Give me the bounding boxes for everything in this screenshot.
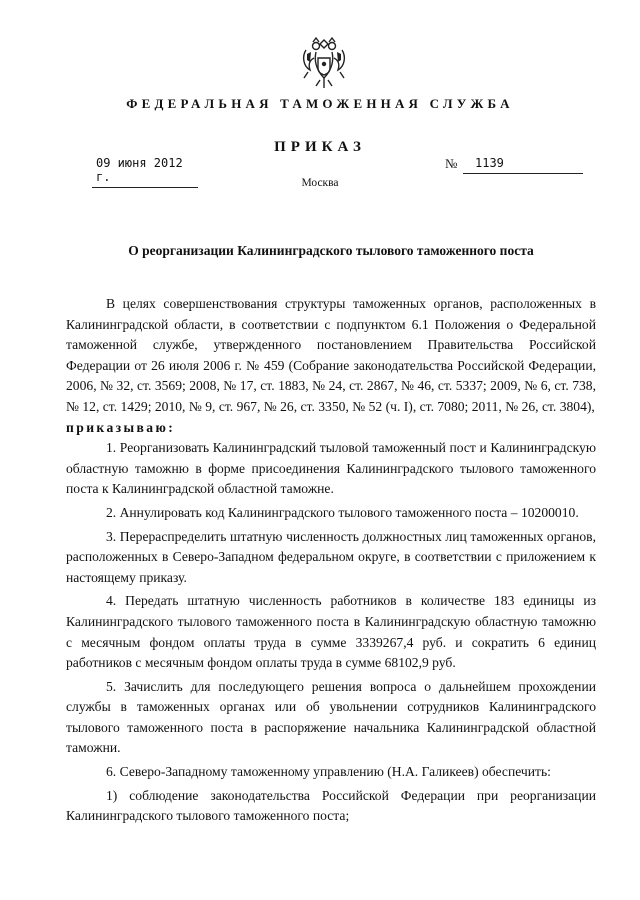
number-sign: № [445, 156, 458, 171]
agency-title: ФЕДЕРАЛЬНАЯ ТАМОЖЕННАЯ СЛУЖБА [126, 96, 514, 111]
order-number: 1139 [463, 156, 583, 174]
preamble-paragraph: В целях совершенствования структуры таможенных органов, расположенных в Калининградской области, в соответствии с подпунктом 6.1 Положения о Федеральной таможенной службе, утвержденного постановлением Правительства Российской Федерации от 26 июля 2006 г. № 459 (Собрание законодательства Российской Федерации, 2006, № 32, ст. 3569; 2008, № 17, ст. 1883, № 24, ст. 2867, № 46, ст. 5337; 2009, № 6, ст. 738, № 12, ст. 1429; 2010, № 9, ст. 967, № 26, ст. 3350, № 52 (ч. I), ст. 7080; 2011, № 26, ст. 3804), [66, 296, 596, 414]
order-directive [66, 418, 596, 439]
item-3-paragraph: 3. Перераспределить штатную численность должностных лиц таможенных органов, расположенных в Северо-Западном федеральном округе, в соответствии с приложением к настоящему приказу. [66, 528, 596, 585]
item-2-paragraph: 2. Аннулировать код Калининградского тылового таможенного поста – 10200010. [106, 504, 579, 520]
order-date: 09 июня 2012 г. [92, 156, 198, 188]
item-4-paragraph: 4. Передать штатную численность работников в количестве 183 единицы из Калининградского тылового таможенного поста в Калининградскую областную таможню с месячным фондом оплаты труда в сумме 3339267,4 руб. и сократить 6 единиц работников с месячным фондом оплаты труда в сумме 68102,9 руб. [66, 593, 596, 671]
double-headed-eagle-emblem-icon [300, 36, 348, 90]
document-type: ПРИКАЗ [274, 139, 366, 155]
item-6-paragraph: 6. Северо-Западному таможенному управлению (Н.А. Галикеев) обеспечить: [106, 764, 551, 780]
order-word: приказываю: [66, 419, 176, 435]
item-5-paragraph: 5. Зачислить для последующего решения вопроса о дальнейшем прохождении службы в таможенных органах или об увольнении сотрудников Калининградского тылового таможенного поста в распоряжение начальника Калининградской областной таможни. [66, 678, 596, 756]
item-1-paragraph: 1. Реорганизовать Калининградский тыловой таможенный пост и Калининградскую областную таможню в форме присоединения Калининградского тылового таможенного поста к Калининградской областной таможне. [66, 440, 596, 497]
order-subject: О реорганизации Калининградского тылового таможенного поста [128, 243, 534, 258]
item-6-1-paragraph: 1) соблюдение законодательства Российской Федерации при реорганизации Калининградского тылового таможенного поста; [66, 787, 596, 824]
city: Москва [301, 177, 339, 189]
order-body [66, 294, 596, 827]
